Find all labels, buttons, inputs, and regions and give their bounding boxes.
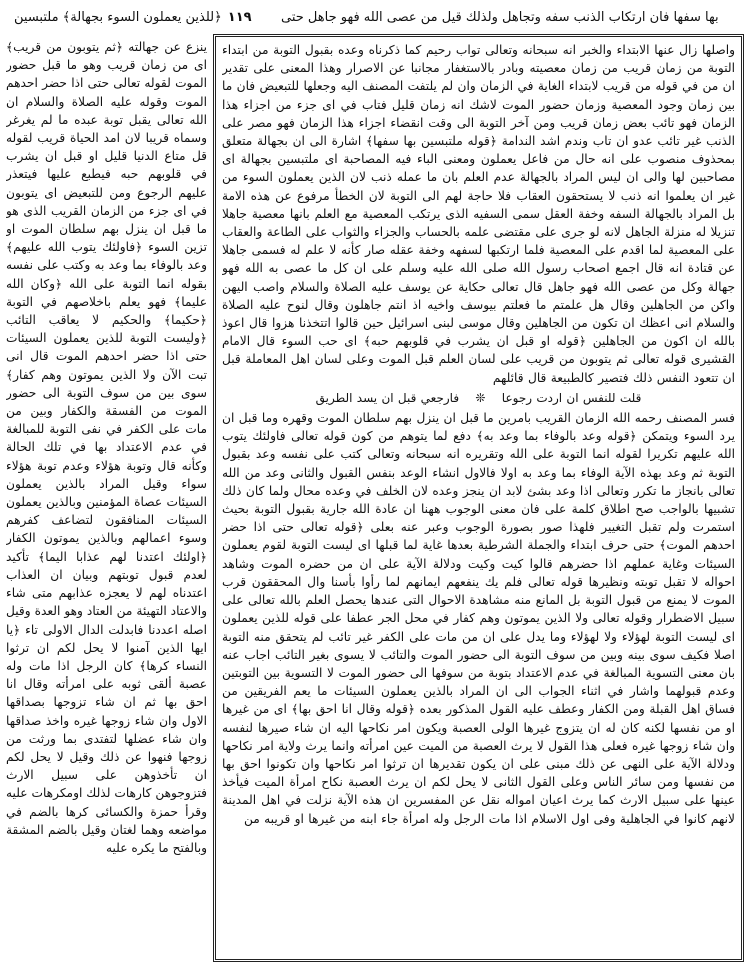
verse-hemistich-first: قلت للنفس ان اردت رجوعا (501, 390, 642, 405)
verse-hemistich-second: فارجعي قبل ان يسد الطريق (315, 390, 460, 405)
poem-verse (222, 389, 735, 407)
page-header (0, 0, 750, 34)
page-number: ١١٩ (227, 9, 252, 25)
verse-separator: ❊ (475, 390, 486, 405)
commentary-column-frame (4, 34, 209, 962)
header-section-title: ﴿للذين يعملون السوء بجهالة﴾ ملتبسين (14, 9, 222, 25)
main-paragraph: فسر المصنف رحمه الله الزمان القريب بامرين ما قبل ان ينزل بهم سلطان الموت وقهره وما قبل ان يرد السوء ويتمكن ﴿قوله وعد بالوفاء بما وعد به﴾ دفع لما يتوهم من كون قوله تعالى فاولئك يتوب الله عليهم تكريرا لقوله انما التوبة على الله وتقريره انه سبحانه وتعالى كتب على نفسه وعد بقبول التوبة ثم وعد بهذه الآية الوفاء بما وعد به اولا فالاول انشاء الوعد بنفس القبول والثانى وعد من الله تعالى بانجاز ما تكرر وتعالى اذا وعد بشئ لابد ان ينجز وعده لان الخلف في وعده محال ولما كان ذلك تشبيها بالواجب صح اطلاق كلمة على فان معنى الوجوب ههنا ان عادة الله جارية بقبول التوبة بحيث استمرت ولم تقبل التغيير فلهذا صور بصورة الوجوب وعبر عنه بعلى ﴿قوله تعالى حتى اذا حضر احدهم الموت﴾ حتى حرف ابتداء والجملة الشرطية بعدها غاية لما قبلها اى ليست التوبة لقوم يعملون السيئات وغاية عملهم اذا حضرهم قالوا كيت وكيت ودلالة الآية على ان من حضره الموت وشاهد احواله لا تقبل توبته ونظيرها قوله تعالى فلم يك ينفعهم ايمانهم لما رأوا بأسنا وال المحققون قرب الموت لا يمنع من قبول التوبة بل المانع منه مشاهدة الاحوال التى عندها يحصل العلم بالله تعالى على سبيل الاضطرار وقوله تعالى ولا الذين يموتون وهم كفار في محل الجر عطفا على قوله للذين يعملون اى ليست التوبة لهؤلاء ولا لهؤلاء وما يدل على ان من مات على الكفر غير تائب لم يتحقق منه التوبة اصلا فكيف سوى بينه وبين من سوف التوبة الى حضور الموت والتائب لا يسوى بغير التائب اجاب عنه بان معنى التسوية المبالغة في عدم الاعتداد بتوبة من سوفها الى حضور الموت لا التسوية بين التوبتين وعدم قبولهما واشار في اثناء الجواب الى ان المراد بالذين يعملون السيئات ما يعم الفريقين من فساق اهل القبلة ومن الكفار وعطف عليه القول المذكور بعده ﴿قوله وقال انا احق بها﴾ اى من غيرها او من نفسها لكنه كان له ان يتزوج غيرها الولى العصبة ويكون امر نكاحها اليه ان شاء صيرها لنفسه وان شاء زوجها غيره فعلى هذا القول لا يرث العصبة من الميت عين امرأته وانما يرث ولاية امر نكاحها ودلالة الآية على النهى عن ذلك مبنى على ان يكون تقديرها ان ترثوا امر نكاحها وان تكونوا احق بها من نفسها ومن سائر الناس وعلى القول الثانى لا يحل لكم ان يرث العصبة نكاح امرأة الميت فيأخذ عينها على سبيل الارث كما يرث اعيان امواله نقل عن المفسرين ان هذه الآية نزلت في اهل المدينة لانهم كانوا في الجاهلية وفى اول الاسلام اذا مات الرجل وله امرأة جاء ابنه من غيرها او قريبه من (222, 411, 735, 826)
main-paragraph: واصلها زال عنها الابتداء والخبر انه سبحانه وتعالى تواب رحيم كما ذكرناه وعده بقبول التوبة من ابتداء التوبة من زمان قريب من زمان معصيته وبادر بالاستغفار مجانبا عن الاصرار وهذا المعنى على تقدير ان من في قوله من قريب لابتداء الغاية في الزمان وان لم يلتفت المصنف اليه وجعلها للتبعيض فان ما بين زمان وجود المعصية وزمان حضور الموت لاشك انه زمان قليل فتاب في اى جزء من اجزاء هذا الزمان فهو تائب بعض زمان قريب ومن آخر التوبة الى وقت انقضاء اجزاء هذا الزمان فهو مصر على الذنب غير تائب عدو ان تاب وندم اشد الندامة ﴿قوله ملتبسين بها سفها﴾ اشارة الى ان بجهالة متعلق بمحذوف منصوب على انه حال من فاعل يعملون ومعنى الباء فيه المصاحبة اى ملتبسين بجهالة اى مصاحبين لها والى ان ليس المراد بالجهالة عدم العلم بان ما عمله ذنب لان الذين يعملون السوء من غير ان يعلموا انه ذنب لا يستحقون العقاب فلا حاجة لهم الى التوبة لان الخطأ مرفوع عن هذه الامة بل المراد بالجهالة السفه وخفة العقل سمى السفيه الذى يرتكب المعصية مع العلم بانها معصية جاهلا تنزيلا له منزلة الجاهل لانه لو جرى على مقتضى علمه بالحساب والجزاء والثواب على الطاعة والعقاب على المعصية لما اقدم على المعصية فلما ارتكبها لسفهه وخفة عقله صار كأنه لا علم له فسمى جاهلا عن قتادة انه قال اجمع اصحاب رسول الله صلى الله عليه وسلم على ان كل ما عصى به الله فهو جهالة وكل من عصى الله فهو جاهل قال تعالى حكاية عن يوسف عليه الصلاة والسلام واصب اليهن واكن من الجاهلين وقال هل علمتم ما فعلتم بيوسف واخيه اذ انتم جاهلون وقال لنوح عليه الصلاة والسلام انى اعظك ان تكون من الجاهلين وقال موسى لبنى اسرائيل حين قالوا اتتخذنا هزوا قال اعوذ بالله ان اكون من الجاهلين ﴿قوله او قبل ان يشرب في قلوبهم حبه﴾ اى حب السوء قال الامام القشيرى قوله تعالى ثم يتوبون من قريب على لسان العلم قبل الموت وعلى لسان اهل المعاملة قبل ان تتعود النفس ذلك فتصير كالطبيعة قال قائلهم (222, 43, 735, 385)
main-text-column (222, 41, 735, 955)
main-text-frame (213, 34, 744, 962)
header-running-text: بها سفها فان ارتكاب الذنب سفه وتجاهل ولذلك قيل من عصى الله فهو جاهل حتى (281, 9, 719, 25)
commentary-paragraph: ينزع عن جهالته ﴿ثم يتوبون من قريب﴾ اى من زمان قريب وهو ما قبل حضور الموت لقوله تعالى حتى اذا حضر احدهم الموت وقوله عليه الصلاة والسلام ان الله تعالى يقبل توبة عبده ما لم يغرغر وسماه قريبا لان امد الحياة قريب لقوله قل متاع الدنيا قليل او قبل ان يشرب في قلوبهم حبه فيطبع عليها فيتعذر عليهم الرجوع ومن للتبعيض اى يتوبون في اى جزء من الزمان القريب الذى هو ما قبل ان ينزل بهم سلطان الموت او تزين السوء ﴿فاولئك يتوب الله عليهم﴾ وعد بالوفاء بما وعد به وكتب على نفسه بقوله انما التوبة على الله ﴿وكان الله عليما﴾ فهو يعلم باخلاصهم في التوبة ﴿حكيما﴾ والحكيم لا يعاقب التائب ﴿وليست التوبة للذين يعملون السيئات حتى اذا حضر احدهم الموت قال انى تبت الآن ولا الذين يموتون وهم كفار﴾ سوى بين من سوف التوبة الى حضور الموت من الفسقة والكفار وبين من مات على الكفر في نفى التوبة للمبالغة في عدم الاعتداد بها في تلك الحالة وكأنه قال وتوبة هؤلاء وعدم توبة هؤلاء سواء وقيل المراد بالذين يعملون السيئات عصاة المؤمنين وبالذين يعملون السيئات المنافقون لتضاعف كفرهم وسوء اعمالهم وبالذين يموتون الكفار ﴿اولئك اعتدنا لهم عذابا اليما﴾ تأكيد لعدم قبول توبتهم وبيان ان العذاب اعتدناه لهم لا يعجزه عذابهم متى شاء والاعتاد التهيئة من العتاد وهو العدة وقيل اصله اعددنا فابدلت الدال الاولى تاء ﴿يا ايها الذين آمنوا لا يحل لكم ان ترثوا النساء كرها﴾ كان الرجل اذا مات وله عصبة ألقى ثوبه على امرأته وقال انا احق بها ثم ان شاء تزوجها بصداقها الاول وان شاء زوجها غيره واخذ صداقها وان شاء عضلها لتفتدى بما ورثت من زوجها فنهوا عن ذلك وقيل لا يحل لكم ان تأخذوهن على سبيل الارث فتزوجوهن كارهات لذلك اومكرهات عليه وقرأ حمزة والكسائى كرها بالضم في مواضعه وهما لغتان وقيل بالضم المشقة وبالفتح ما يكره عليه (6, 40, 207, 855)
commentary-column (6, 38, 207, 958)
